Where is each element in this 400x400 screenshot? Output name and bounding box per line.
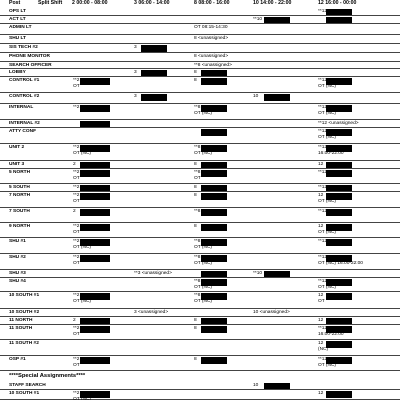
redaction-block bbox=[326, 391, 352, 398]
redaction-block bbox=[80, 357, 110, 364]
shift-entry: OT (NC) bbox=[318, 363, 337, 368]
schedule-row bbox=[0, 278, 400, 292]
header-shift-5: 12 16:00 - 00:00 bbox=[318, 0, 357, 6]
shift-entry: **12 bbox=[318, 78, 328, 83]
redaction-block bbox=[80, 105, 110, 112]
shift-entry: 8 bbox=[194, 326, 197, 331]
shift-entry: 2 bbox=[73, 162, 76, 167]
shift-entry: 16:00-22:00 bbox=[318, 151, 344, 156]
post-label: UNIT 3 bbox=[9, 162, 25, 167]
shift-entry: OT (NC) bbox=[318, 135, 337, 140]
header-shift-2: 3 06:00 - 14:00 bbox=[134, 0, 170, 6]
redaction-block bbox=[80, 255, 110, 262]
schedule-row bbox=[0, 53, 400, 62]
redaction-block bbox=[201, 209, 227, 216]
shift-entry: **12 bbox=[318, 185, 328, 190]
redaction-block bbox=[201, 318, 227, 324]
redaction-block bbox=[80, 224, 110, 231]
redaction-block bbox=[264, 17, 290, 23]
redaction-block bbox=[80, 326, 110, 333]
post-label: SHU LT bbox=[9, 36, 26, 41]
shift-entry: 8 bbox=[194, 193, 197, 198]
shift-entry: OT (NC) bbox=[73, 299, 92, 304]
shift-entry: 10 <unassigned> bbox=[253, 310, 290, 315]
schedule-row bbox=[0, 161, 400, 169]
shift-entry: 8 bbox=[194, 224, 197, 229]
redaction-block bbox=[201, 185, 227, 191]
redaction-block bbox=[326, 209, 352, 216]
post-label: CONTROL #1 bbox=[9, 78, 40, 83]
special-assignments-heading: ****Special Assignments**** bbox=[9, 373, 86, 379]
shift-entry: **10 bbox=[253, 271, 263, 276]
redaction-block bbox=[141, 94, 167, 101]
shift-entry: **2 bbox=[73, 357, 80, 362]
post-label: SEARCH OFFICER bbox=[9, 63, 52, 68]
redaction-block bbox=[201, 357, 227, 364]
shift-entry: **10 bbox=[253, 17, 263, 22]
redaction-block bbox=[326, 17, 352, 23]
shift-entry: **8 bbox=[194, 170, 201, 175]
shift-entry: OT (NC) bbox=[194, 245, 213, 250]
shift-entry: 2 bbox=[73, 318, 76, 323]
post-label: CONTROL #2 bbox=[9, 94, 40, 99]
redaction-block bbox=[201, 129, 227, 136]
schedule-row bbox=[0, 254, 400, 270]
shift-entry: **2 bbox=[73, 224, 80, 229]
shift-entry: OT (NC) bbox=[318, 84, 337, 89]
shift-entry: OT bbox=[73, 332, 80, 337]
redaction-block bbox=[141, 70, 167, 76]
redaction-block bbox=[326, 293, 352, 300]
post-label: ADMIN LT bbox=[9, 25, 32, 30]
shift-entry: **12 bbox=[318, 326, 328, 331]
shift-entry: 3 bbox=[134, 94, 137, 99]
post-label: 11 NORTH bbox=[9, 318, 33, 323]
shift-entry: OT (NC) bbox=[194, 285, 213, 290]
shift-entry: 10 bbox=[253, 383, 259, 388]
redaction-block bbox=[201, 271, 227, 277]
redaction-block bbox=[264, 271, 290, 277]
redaction-block bbox=[80, 162, 110, 168]
redaction-block bbox=[264, 94, 290, 101]
post-label: ACT LT bbox=[9, 17, 26, 22]
schedule-row bbox=[0, 208, 400, 223]
post-label: UNIT 2 bbox=[9, 145, 25, 150]
shift-entry: **3 <unassigned> bbox=[134, 271, 172, 276]
post-label: 10 SOUTH #2 bbox=[9, 310, 40, 315]
post-label: 9 NORTH bbox=[9, 224, 31, 229]
post-label: SHU #3 bbox=[9, 271, 26, 276]
shift-entry: **8 bbox=[194, 293, 201, 298]
shift-entry: 8 bbox=[194, 185, 197, 190]
shift-entry: OT (NC) bbox=[318, 230, 337, 235]
shift-entry: **8 bbox=[194, 279, 201, 284]
schedule-row bbox=[0, 192, 400, 208]
shift-entry: 3 bbox=[134, 70, 137, 75]
shift-entry: 8 bbox=[194, 78, 197, 83]
schedule-row bbox=[0, 104, 400, 120]
shift-entry: 10 bbox=[253, 94, 259, 99]
shift-entry: OT (NC) bbox=[194, 151, 213, 156]
redaction-block bbox=[326, 239, 352, 246]
shift-entry: OT (NC) bbox=[318, 285, 337, 290]
post-label: SHU #1 bbox=[9, 239, 26, 244]
shift-entry: **12 bbox=[318, 170, 328, 175]
shift-entry: **2 bbox=[73, 145, 80, 150]
shift-entry: **2 bbox=[73, 105, 80, 110]
header-shift-1: 2 00:00 - 08:00 bbox=[72, 0, 108, 6]
shift-entry: OT (NC) bbox=[194, 261, 213, 266]
post-label: 11 SOUTH bbox=[9, 326, 33, 331]
redaction-block bbox=[201, 170, 227, 177]
schedule-row bbox=[0, 62, 400, 69]
redaction-block bbox=[80, 193, 110, 200]
post-label: SIS TECH #2 bbox=[9, 45, 38, 50]
redaction-block bbox=[80, 78, 110, 85]
shift-entry: OT bbox=[73, 84, 80, 89]
schedule-row bbox=[0, 309, 400, 317]
shift-entry: 8 <unassigned> bbox=[194, 54, 229, 59]
post-label: LOBBY bbox=[9, 70, 26, 75]
shift-entry: **8 <unassigned> bbox=[194, 63, 232, 68]
post-label: 5 SOUTH bbox=[9, 185, 30, 190]
shift-entry: **12 bbox=[318, 105, 328, 110]
header-shift-4: 10 14:00 - 22:00 bbox=[253, 0, 292, 6]
redaction-block bbox=[264, 383, 290, 389]
shift-entry: 8 <unassigned> bbox=[194, 36, 229, 41]
shift-entry: **2 bbox=[73, 185, 80, 190]
shift-entry: OT (NC) bbox=[73, 397, 92, 400]
shift-entry: 16:00-22:00 bbox=[318, 332, 344, 337]
shift-entry: OT bbox=[318, 299, 325, 304]
shift-entry: 12 bbox=[318, 224, 324, 229]
schedule-row bbox=[0, 144, 400, 161]
redaction-block bbox=[80, 121, 110, 127]
shift-entry: OT (NC) bbox=[73, 151, 92, 156]
shift-entry: **12 bbox=[318, 255, 328, 260]
shift-entry: **12 bbox=[318, 239, 328, 244]
post-label: SHU #4 bbox=[9, 279, 26, 284]
redaction-block bbox=[326, 162, 352, 168]
shift-entry: OT bbox=[194, 176, 201, 181]
shift-entry: 8 bbox=[194, 318, 197, 323]
schedule-row bbox=[0, 270, 400, 278]
shift-entry: **12 bbox=[318, 209, 328, 214]
shift-entry: OT (NC) bbox=[194, 299, 213, 304]
post-label: 10 SOUTH #1 bbox=[9, 293, 40, 298]
shift-entry: 12 bbox=[318, 162, 324, 167]
shift-entry: **2 bbox=[73, 391, 80, 396]
shift-entry: OT bbox=[73, 176, 80, 181]
shift-entry: OT (NC) bbox=[318, 199, 337, 204]
redaction-block bbox=[80, 185, 110, 191]
shift-entry: **2 bbox=[73, 293, 80, 298]
schedule-row bbox=[0, 35, 400, 44]
redaction-block bbox=[201, 326, 227, 333]
post-label: INTERNAL #2 bbox=[9, 121, 40, 126]
post-label: ATTY CONF bbox=[9, 129, 37, 134]
shift-entry: 12 bbox=[318, 293, 324, 298]
shift-entry: 8 bbox=[194, 70, 197, 75]
schedule-row bbox=[0, 382, 400, 390]
shift-entry: **8 bbox=[194, 145, 201, 150]
post-label: OSP #1 bbox=[9, 357, 26, 362]
redaction-block bbox=[80, 209, 110, 216]
redaction-block bbox=[326, 318, 352, 324]
header-post: Post bbox=[9, 0, 21, 6]
shift-entry: 8 bbox=[194, 162, 197, 167]
post-label: PHONE MONITOR bbox=[9, 54, 50, 59]
shift-entry: **2 bbox=[73, 255, 80, 260]
redaction-block bbox=[201, 224, 227, 231]
schedule-row bbox=[0, 238, 400, 254]
shift-entry: **12 bbox=[318, 357, 328, 362]
schedule-row bbox=[0, 317, 400, 325]
shift-entry: **2 bbox=[73, 170, 80, 175]
post-label: 7 SOUTH bbox=[9, 209, 30, 214]
redaction-block bbox=[326, 341, 352, 348]
post-label: 7 NORTH bbox=[9, 193, 31, 198]
redaction-block bbox=[201, 70, 227, 76]
redaction-block bbox=[326, 170, 352, 177]
schedule-row bbox=[0, 24, 400, 35]
post-label: 10 SOUTH #1 bbox=[9, 391, 40, 396]
redaction-block bbox=[141, 45, 167, 52]
schedule-row bbox=[0, 390, 400, 400]
shift-entry: OT bbox=[73, 261, 80, 266]
shift-entry: (NC) bbox=[318, 347, 329, 352]
shift-entry: OT (NC) bbox=[318, 111, 337, 116]
schedule-row bbox=[0, 223, 400, 238]
shift-entry: **12 <unassigned> bbox=[318, 121, 359, 126]
schedule-row bbox=[0, 340, 400, 356]
redaction-block bbox=[80, 170, 110, 177]
shift-entry: 3 <unassigned> bbox=[134, 310, 169, 315]
post-label: STAFF SEARCH bbox=[9, 383, 46, 388]
post-label: INTERNAL bbox=[9, 105, 34, 110]
post-label: 5 NORTH bbox=[9, 170, 31, 175]
shift-entry: **2 bbox=[73, 326, 80, 331]
schedule-row bbox=[0, 77, 400, 93]
schedule-row bbox=[0, 169, 400, 184]
redaction-block bbox=[80, 318, 110, 324]
redaction-block bbox=[326, 9, 352, 15]
shift-entry: OT (NC) bbox=[194, 111, 213, 116]
shift-entry: **8 bbox=[194, 255, 201, 260]
shift-entry: **12 bbox=[318, 145, 328, 150]
shift-entry: OT bbox=[73, 230, 80, 235]
schedule-row bbox=[0, 184, 400, 192]
redaction-block bbox=[201, 78, 227, 85]
post-label: SHU #2 bbox=[9, 255, 26, 260]
redaction-block bbox=[201, 162, 227, 168]
header-split-shift: Split Shift bbox=[38, 0, 63, 6]
schedule-row bbox=[0, 325, 400, 340]
schedule-row bbox=[0, 44, 400, 53]
schedule-row bbox=[0, 292, 400, 309]
shift-entry: **8 bbox=[194, 105, 201, 110]
shift-entry: 12 bbox=[318, 341, 324, 346]
schedule-row bbox=[0, 128, 400, 144]
post-label: 11 SOUTH #2 bbox=[9, 341, 39, 346]
schedule-row bbox=[0, 16, 400, 24]
schedule-row bbox=[0, 69, 400, 77]
header-shift-3: 8 08:00 - 16:00 bbox=[194, 0, 230, 6]
schedule-row bbox=[0, 356, 400, 371]
shift-entry: OT (NC) 16:00-22:00 bbox=[318, 261, 363, 266]
shift-entry: 2 bbox=[73, 209, 76, 214]
shift-entry: OT 08:15-14:30 bbox=[194, 25, 228, 30]
schedule-row bbox=[0, 120, 400, 128]
shift-entry: 12 bbox=[318, 391, 324, 396]
redaction-block bbox=[201, 193, 227, 200]
shift-entry: **12 bbox=[318, 279, 328, 284]
shift-entry: **2 bbox=[73, 78, 80, 83]
shift-entry: **12 bbox=[318, 9, 328, 14]
shift-entry: 12 bbox=[318, 318, 324, 323]
schedule-row bbox=[0, 93, 400, 104]
shift-entry: OT bbox=[73, 363, 80, 368]
shift-entry: OT (NC) bbox=[73, 245, 92, 250]
shift-entry: OT bbox=[73, 199, 80, 204]
shift-entry: 3 bbox=[134, 45, 137, 50]
shift-entry: **8 bbox=[194, 209, 201, 214]
schedule-header bbox=[0, 0, 400, 7]
shift-entry: **2 bbox=[73, 239, 80, 244]
shift-entry: **2 bbox=[73, 193, 80, 198]
shift-entry: **8 bbox=[194, 239, 201, 244]
shift-entry: **12 bbox=[318, 129, 328, 134]
post-label: OPS LT bbox=[9, 9, 26, 14]
schedule-row bbox=[0, 8, 400, 16]
shift-entry: 12 bbox=[318, 193, 324, 198]
redaction-block bbox=[326, 185, 352, 191]
shift-entry: 8 bbox=[194, 357, 197, 362]
